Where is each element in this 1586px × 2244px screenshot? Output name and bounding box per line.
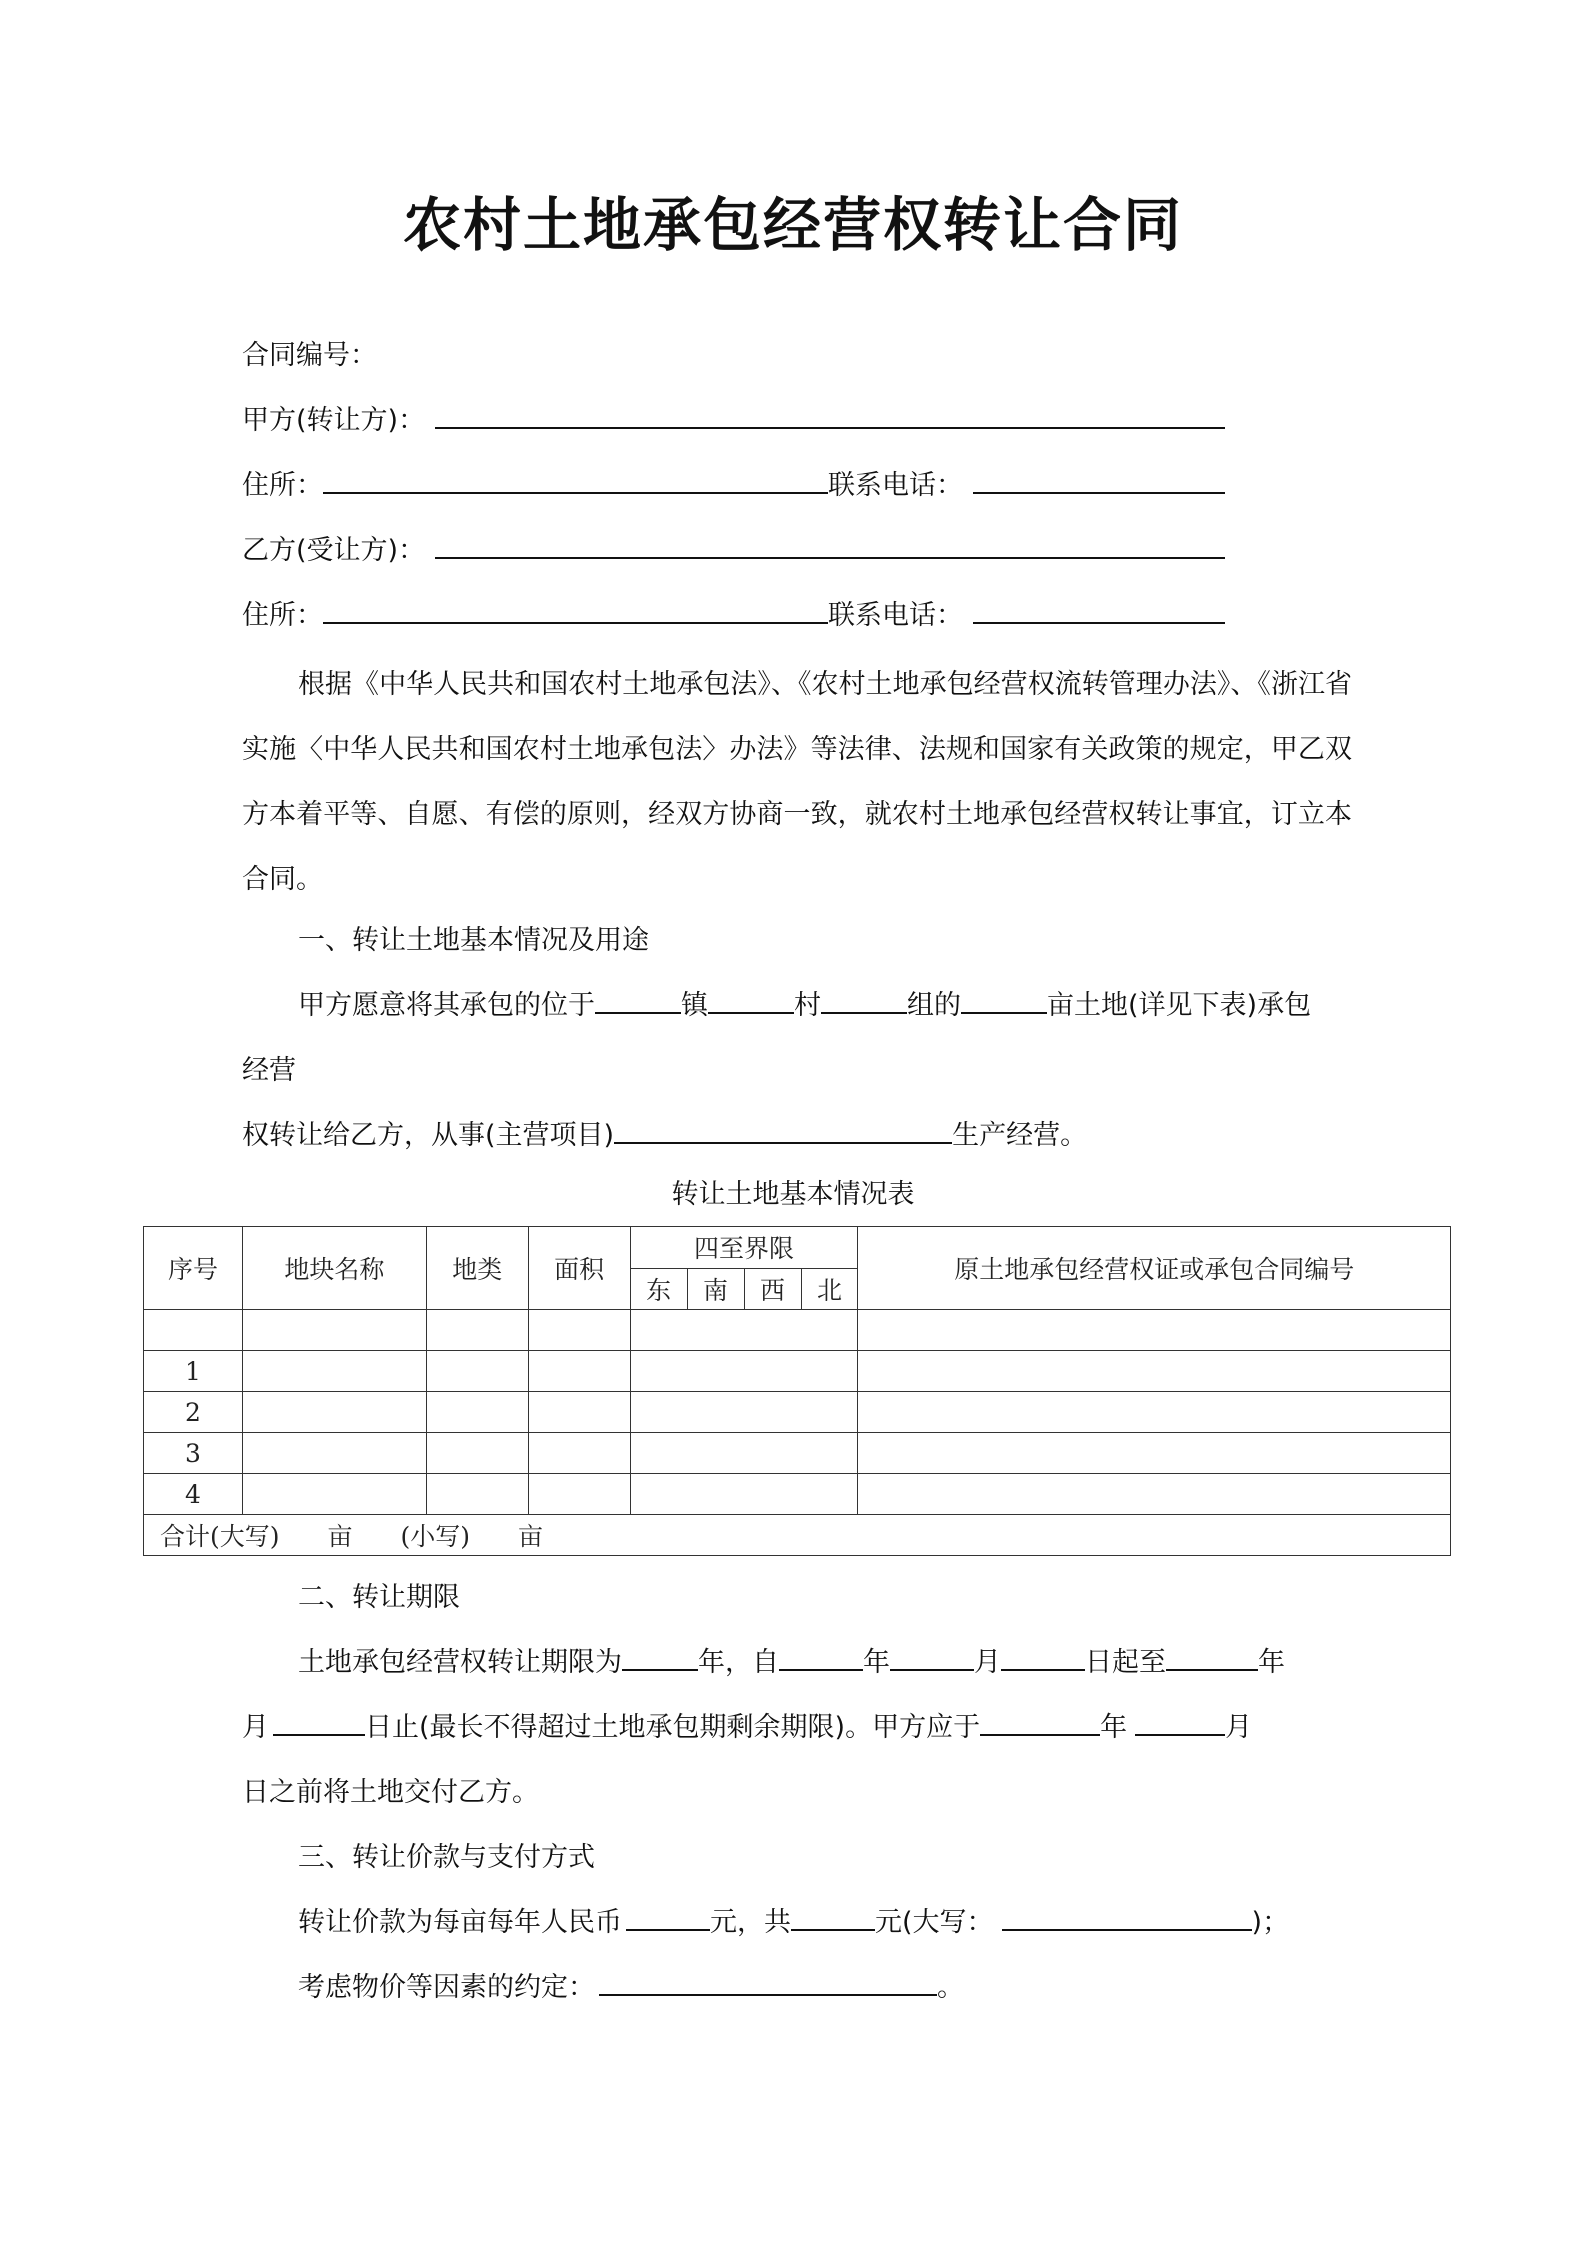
total-small-label: (小写) <box>400 1522 471 1551</box>
col-type: 地类 <box>426 1227 528 1310</box>
s3-text-b: 元，共 <box>710 1907 791 1938</box>
s3-text-d: )； <box>1251 1907 1290 1938</box>
row-name-cell[interactable] <box>242 1310 426 1351</box>
town-field[interactable] <box>595 984 681 1014</box>
row-area-cell[interactable] <box>528 1474 630 1515</box>
col-cert: 原土地承包经营权证或承包合同编号 <box>858 1227 1451 1310</box>
end-year-field[interactable] <box>1166 1641 1258 1671</box>
row-bounds-cell[interactable] <box>630 1474 858 1515</box>
s1-text-g: 生产经营。 <box>952 1120 1088 1151</box>
section3-line2 <box>298 1965 964 2004</box>
row-bounds-cell[interactable] <box>630 1392 858 1433</box>
party-a-address-row <box>242 463 1225 502</box>
acreage-field[interactable] <box>961 984 1047 1014</box>
row-bounds-cell[interactable] <box>630 1433 858 1474</box>
col-bounds: 四至界限 <box>630 1227 858 1269</box>
land-info-table <box>143 1226 1451 1556</box>
party-b-address-field[interactable] <box>323 594 828 624</box>
section1-line1 <box>298 983 1311 1022</box>
s1-text-e: 亩土地(详见下表)承包 <box>1047 990 1312 1021</box>
group-field[interactable] <box>821 984 907 1014</box>
s1-text-c: 村 <box>794 990 821 1021</box>
table-caption: 转让土地基本情况表 <box>671 1179 915 1210</box>
preamble-paragraph: 根据《中华人民共和国农村土地承包法》、《农村土地承包经营权流转管理办法》、《浙江省实施〈中华人民共和国农村土地承包法〉办法》等法律、法规和国家有关政策的规定，甲乙双方本着平等、自愿、有偿的原则，经双方协商一致，就农村土地承包经营权转让事宜，订立本合同。 <box>242 669 1352 895</box>
deliver-month-field[interactable] <box>1135 1706 1225 1736</box>
row-area-cell[interactable] <box>528 1310 630 1351</box>
party-a-phone-label: 联系电话： <box>828 470 963 501</box>
s3-text-a: 转让价款为每亩每年人民币 <box>298 1907 622 1938</box>
s2-text-f: 年 <box>1258 1647 1285 1678</box>
row-cert-cell[interactable] <box>858 1310 1451 1351</box>
party-b-phone-field[interactable] <box>973 594 1225 624</box>
start-day-field[interactable] <box>1001 1641 1085 1671</box>
total-price-field[interactable] <box>791 1901 875 1931</box>
row-cert-cell[interactable] <box>858 1433 1451 1474</box>
row-cert-cell[interactable] <box>858 1474 1451 1515</box>
end-month-field[interactable] <box>273 1706 365 1736</box>
row-name-cell[interactable] <box>242 1351 426 1392</box>
row-seq: 1 <box>144 1351 243 1392</box>
price-per-mu-field[interactable] <box>626 1901 710 1931</box>
section2-line2 <box>242 1705 1252 1744</box>
row-type-cell[interactable] <box>426 1351 528 1392</box>
row-cert-cell[interactable] <box>858 1392 1451 1433</box>
table-row <box>144 1392 1451 1433</box>
row-name-cell[interactable] <box>242 1433 426 1474</box>
s2-text-a: 土地承包经营权转让期限为 <box>298 1647 622 1678</box>
party-a-address-field[interactable] <box>323 464 828 494</box>
village-field[interactable] <box>708 984 794 1014</box>
table-row <box>144 1474 1451 1515</box>
section3-line1 <box>298 1900 1289 1939</box>
contract-no-label: 合同编号： <box>242 340 377 371</box>
s2-text-h: 日止(最长不得超过土地承包期剩余期限)。甲方应于 <box>365 1712 981 1743</box>
s3-text-e: 考虑物价等因素的约定： <box>298 1972 595 2003</box>
party-a-row <box>242 398 1225 437</box>
row-seq: 3 <box>144 1433 243 1474</box>
s1-text-d: 组的 <box>907 990 961 1021</box>
row-name-cell[interactable] <box>242 1474 426 1515</box>
party-b-address-row <box>242 593 1225 632</box>
party-a-phone-field[interactable] <box>973 464 1225 494</box>
row-seq <box>144 1310 243 1351</box>
section1-heading: 一、转让土地基本情况及用途 <box>298 925 649 956</box>
col-south: 南 <box>687 1268 744 1310</box>
row-area-cell[interactable] <box>528 1351 630 1392</box>
price-in-words-field[interactable] <box>1002 1901 1252 1931</box>
s3-text-c: 元(大写： <box>875 1907 994 1938</box>
deliver-year-field[interactable] <box>980 1706 1100 1736</box>
s1-text-a: 甲方愿意将其承包的位于 <box>298 990 595 1021</box>
row-name-cell[interactable] <box>242 1392 426 1433</box>
party-a-field[interactable] <box>435 399 1225 429</box>
party-b-label: 乙方(受让方)： <box>242 535 426 566</box>
main-project-field[interactable] <box>614 1114 952 1144</box>
section2-heading: 二、转让期限 <box>298 1582 460 1613</box>
row-type-cell[interactable] <box>426 1433 528 1474</box>
section2-line1 <box>298 1640 1285 1679</box>
row-area-cell[interactable] <box>528 1392 630 1433</box>
row-area-cell[interactable] <box>528 1433 630 1474</box>
section3-heading: 三、转让价款与支付方式 <box>298 1842 595 1873</box>
row-seq: 2 <box>144 1392 243 1433</box>
s2-text-i: 年 <box>1100 1712 1128 1743</box>
party-a-label: 甲方(转让方)： <box>242 405 426 436</box>
section2-line3: 日之前将土地交付乙方。 <box>242 1777 539 1808</box>
s2-text-j: 月 <box>1225 1712 1253 1743</box>
party-b-phone-label: 联系电话： <box>828 600 963 631</box>
party-b-address-label: 住所： <box>242 600 323 631</box>
s1-text-b: 镇 <box>681 990 708 1021</box>
col-name: 地块名称 <box>242 1227 426 1310</box>
col-area: 面积 <box>528 1227 630 1310</box>
total-big-label: 合计(大写) <box>160 1522 280 1551</box>
s1-text-f: 权转让给乙方，从事(主营项目) <box>242 1120 615 1151</box>
s2-text-e: 日起至 <box>1085 1647 1166 1678</box>
col-north: 北 <box>801 1268 858 1310</box>
start-year-field[interactable] <box>779 1641 863 1671</box>
price-adjustment-field[interactable] <box>599 1966 937 1996</box>
table-row <box>144 1351 1451 1392</box>
col-west: 西 <box>744 1268 801 1310</box>
row-bounds-cell[interactable] <box>630 1351 858 1392</box>
table-row <box>144 1433 1451 1474</box>
row-bounds-cell[interactable] <box>630 1310 858 1351</box>
row-type-cell[interactable] <box>426 1310 528 1351</box>
page-title: 农村土地承包经营权转让合同 <box>402 191 1183 259</box>
total-unit-1: 亩 <box>327 1522 353 1551</box>
s2-text-d: 月 <box>974 1647 1001 1678</box>
s2-text-b: 年，自 <box>698 1647 779 1678</box>
s3-text-f: 。 <box>937 1972 964 2003</box>
section1-line2 <box>242 1113 1087 1152</box>
s2-text-g: 月 <box>242 1712 269 1743</box>
party-b-row <box>242 528 1225 567</box>
total-unit-2: 亩 <box>518 1522 544 1551</box>
row-seq: 4 <box>144 1474 243 1515</box>
col-seq: 序号 <box>144 1227 243 1310</box>
party-a-address-label: 住所： <box>242 470 323 501</box>
start-month-field[interactable] <box>890 1641 974 1671</box>
s2-text-c: 年 <box>863 1647 890 1678</box>
row-cert-cell[interactable] <box>858 1351 1451 1392</box>
row-type-cell[interactable] <box>426 1474 528 1515</box>
party-b-field[interactable] <box>435 529 1225 559</box>
table-row <box>144 1310 1451 1351</box>
term-years-field[interactable] <box>622 1641 698 1671</box>
col-east: 东 <box>630 1268 687 1310</box>
total-cell[interactable] <box>144 1515 1451 1556</box>
table-total-row <box>144 1515 1451 1556</box>
row-type-cell[interactable] <box>426 1392 528 1433</box>
section1-line1-wrap: 经营 <box>242 1055 296 1086</box>
